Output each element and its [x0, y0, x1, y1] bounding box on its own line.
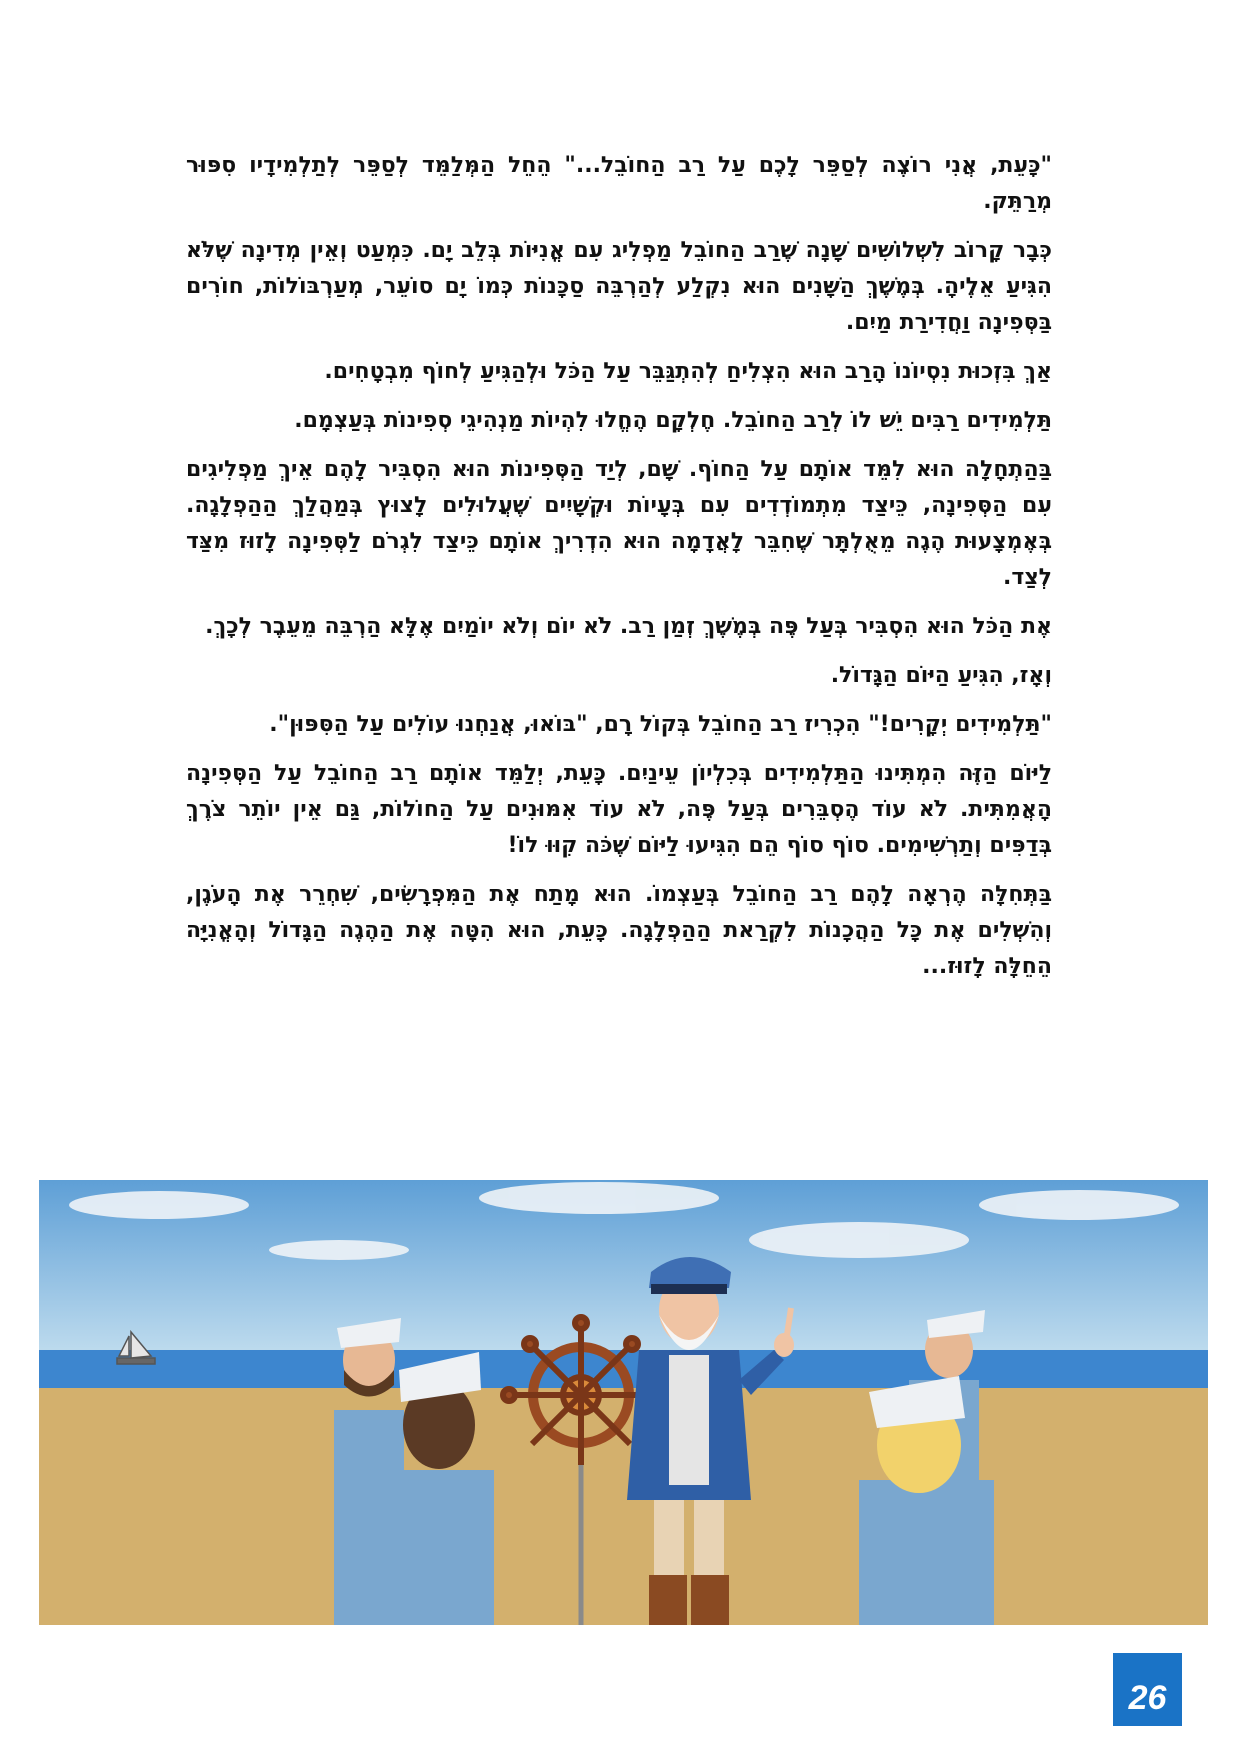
- paragraph-1: "כָּעֵת, אֲנִי רוֹצֶה לְסַפֵּר לָכֶם עַל רַב הַחוֹבֵל..." הֵחֵל הַמְּלַמֵּד לְסַפֵּר לְתַלְמִידָיו סִפּוּר מְרַתֵּק.: [186, 153, 1052, 214]
- illustration-svg: [39, 1180, 1208, 1625]
- paragraph-7: וְאָז, הִגִּיעַ הַיּוֹם הַגָּדוֹל.: [830, 663, 1052, 688]
- page-number: 26: [1128, 1679, 1167, 1717]
- beach-captain-illustration: [39, 1180, 1208, 1625]
- paragraph-9: לַיּוֹם הַזֶּה הִמְתִּינוּ הַתַּלְמִידִים בְּכִלְיוֹן עֵינַיִם. כָּעֵת, יְלַמֵּד אוֹתָם רַב הַחוֹבֵל עַל הַסְּפִינָה הָאֲמִתִּית. לֹא עוֹד הֶסְבֵּרִים בְּעַל פֶּה, לֹא עוֹד אִמּוּנִים עַל הַחוֹלוֹת, גַּם אֵין יוֹתֵר צֹרֶךְ בְּדַפִּים וְתַרְשִׁימִים. סוֹף סוֹף הֵם הִגִּיעוּ לַיּוֹם שֶׁכֹּה קִוּוּ לוֹ!: [186, 761, 1052, 858]
- paragraph-2: כְּבָר קָרוֹב לִשְׁלוֹשִׁים שָׁנָה שֶׁרַב הַחוֹבֵל מַפְלִיג עִם אֳנִיּוֹת בְּלֵב יָם. כִּמְעַט וְאֵין מְדִינָה שֶׁלֹּא הִגִּיעַ אֵלֶיהָ. בְּמֶשֶׁךְ הַשָּׁנִים הוּא נִקְלַע לְהַרְבֵּה סַכָּנוֹת כְּמוֹ יָם סוֹעֵר, מְעַרְבּוֹלוֹת, חוֹרִים בַּסְּפִינָה וַחֲדִירַת מַיִם.: [186, 238, 1052, 335]
- paragraph-8: "תַּלְמִידִים יְקָרִים!" הִכְרִיז רַב הַחוֹבֵל בְּקוֹל רָם, "בּוֹאוּ, אֲנַחְנוּ עוֹלִים עַל הַסִּפּוּן".: [269, 712, 1052, 737]
- story-text: [186, 148, 1052, 998]
- paragraph-3: אַךְ בִּזְכוּת נִסְיוֹנוֹ הָרַב הוּא הִצְלִיחַ לְהִתְגַּבֵּר עַל הַכֹּל וּלְהַגִּיעַ לְחוֹף מִבְטָחִים.: [324, 359, 1052, 384]
- paragraph-10: בַּתְּחִלָּה הֶרְאָה לָהֶם רַב הַחוֹבֵל בְּעַצְמוֹ. הוּא מָתַח אֶת הַמִּפְרָשִׂים, שִׁחְרֵר אֶת הָעֹגֶן, וְהִשְׁלִים אֶת כָּל הַהֲכָנוֹת לִקְרַאת הַהַפְלָגָה. כָּעֵת, הוּא הִטָּה אֶת הַהֶגֶה הַגָּדוֹל וְהָאֳנִיָּה הֵחֵלָּה לָזוּז...: [186, 882, 1052, 979]
- page-number-badge: [1113, 1653, 1182, 1726]
- paragraph-6: אֶת הַכֹּל הוּא הִסְבִּיר בְּעַל פֶּה בְּמֶשֶׁךְ זְמַן רַב. לֹא יוֹם וְלֹא יוֹמַיִם אֶלָּא הַרְבֵּה מֵעֵבֶר לְכָךְ.: [205, 614, 1052, 639]
- paragraph-5: בַּהַתְחָלָה הוּא לִמֵּד אוֹתָם עַל הַחוֹף. שָׁם, לְיַד הַסְּפִינוֹת הוּא הִסְבִּיר לָהֶם אֵיךְ מַפְלִיגִים עִם הַסְּפִינָה, כֵּיצַד מִתְמוֹדְדִים עִם בְּעָיוֹת וּקְשָׁיִים שֶׁעֲלוּלִים לָצוּץ בְּמַהֲלַךְ הַהַפְלָגָה. בְּאֶמְצָעוּת הֶגֶה מֵאֻלְתָּר שֶׁחִבֵּר לָאֲדָמָה הוּא הִדְרִיךְ אוֹתָם כֵּיצַד לִגְרֹם לַסְּפִינָה לָזוּז מִצַּד לְצַד.: [186, 457, 1052, 590]
- paragraph-4: תַּלְמִידִים רַבִּים יֵשׁ לוֹ לְרַב הַחוֹבֵל. חֶלְקָם הֶחֱלוּ לִהְיוֹת מַנְהִיגֵי סְפִינוֹת בְּעַצְמָם.: [294, 408, 1052, 433]
